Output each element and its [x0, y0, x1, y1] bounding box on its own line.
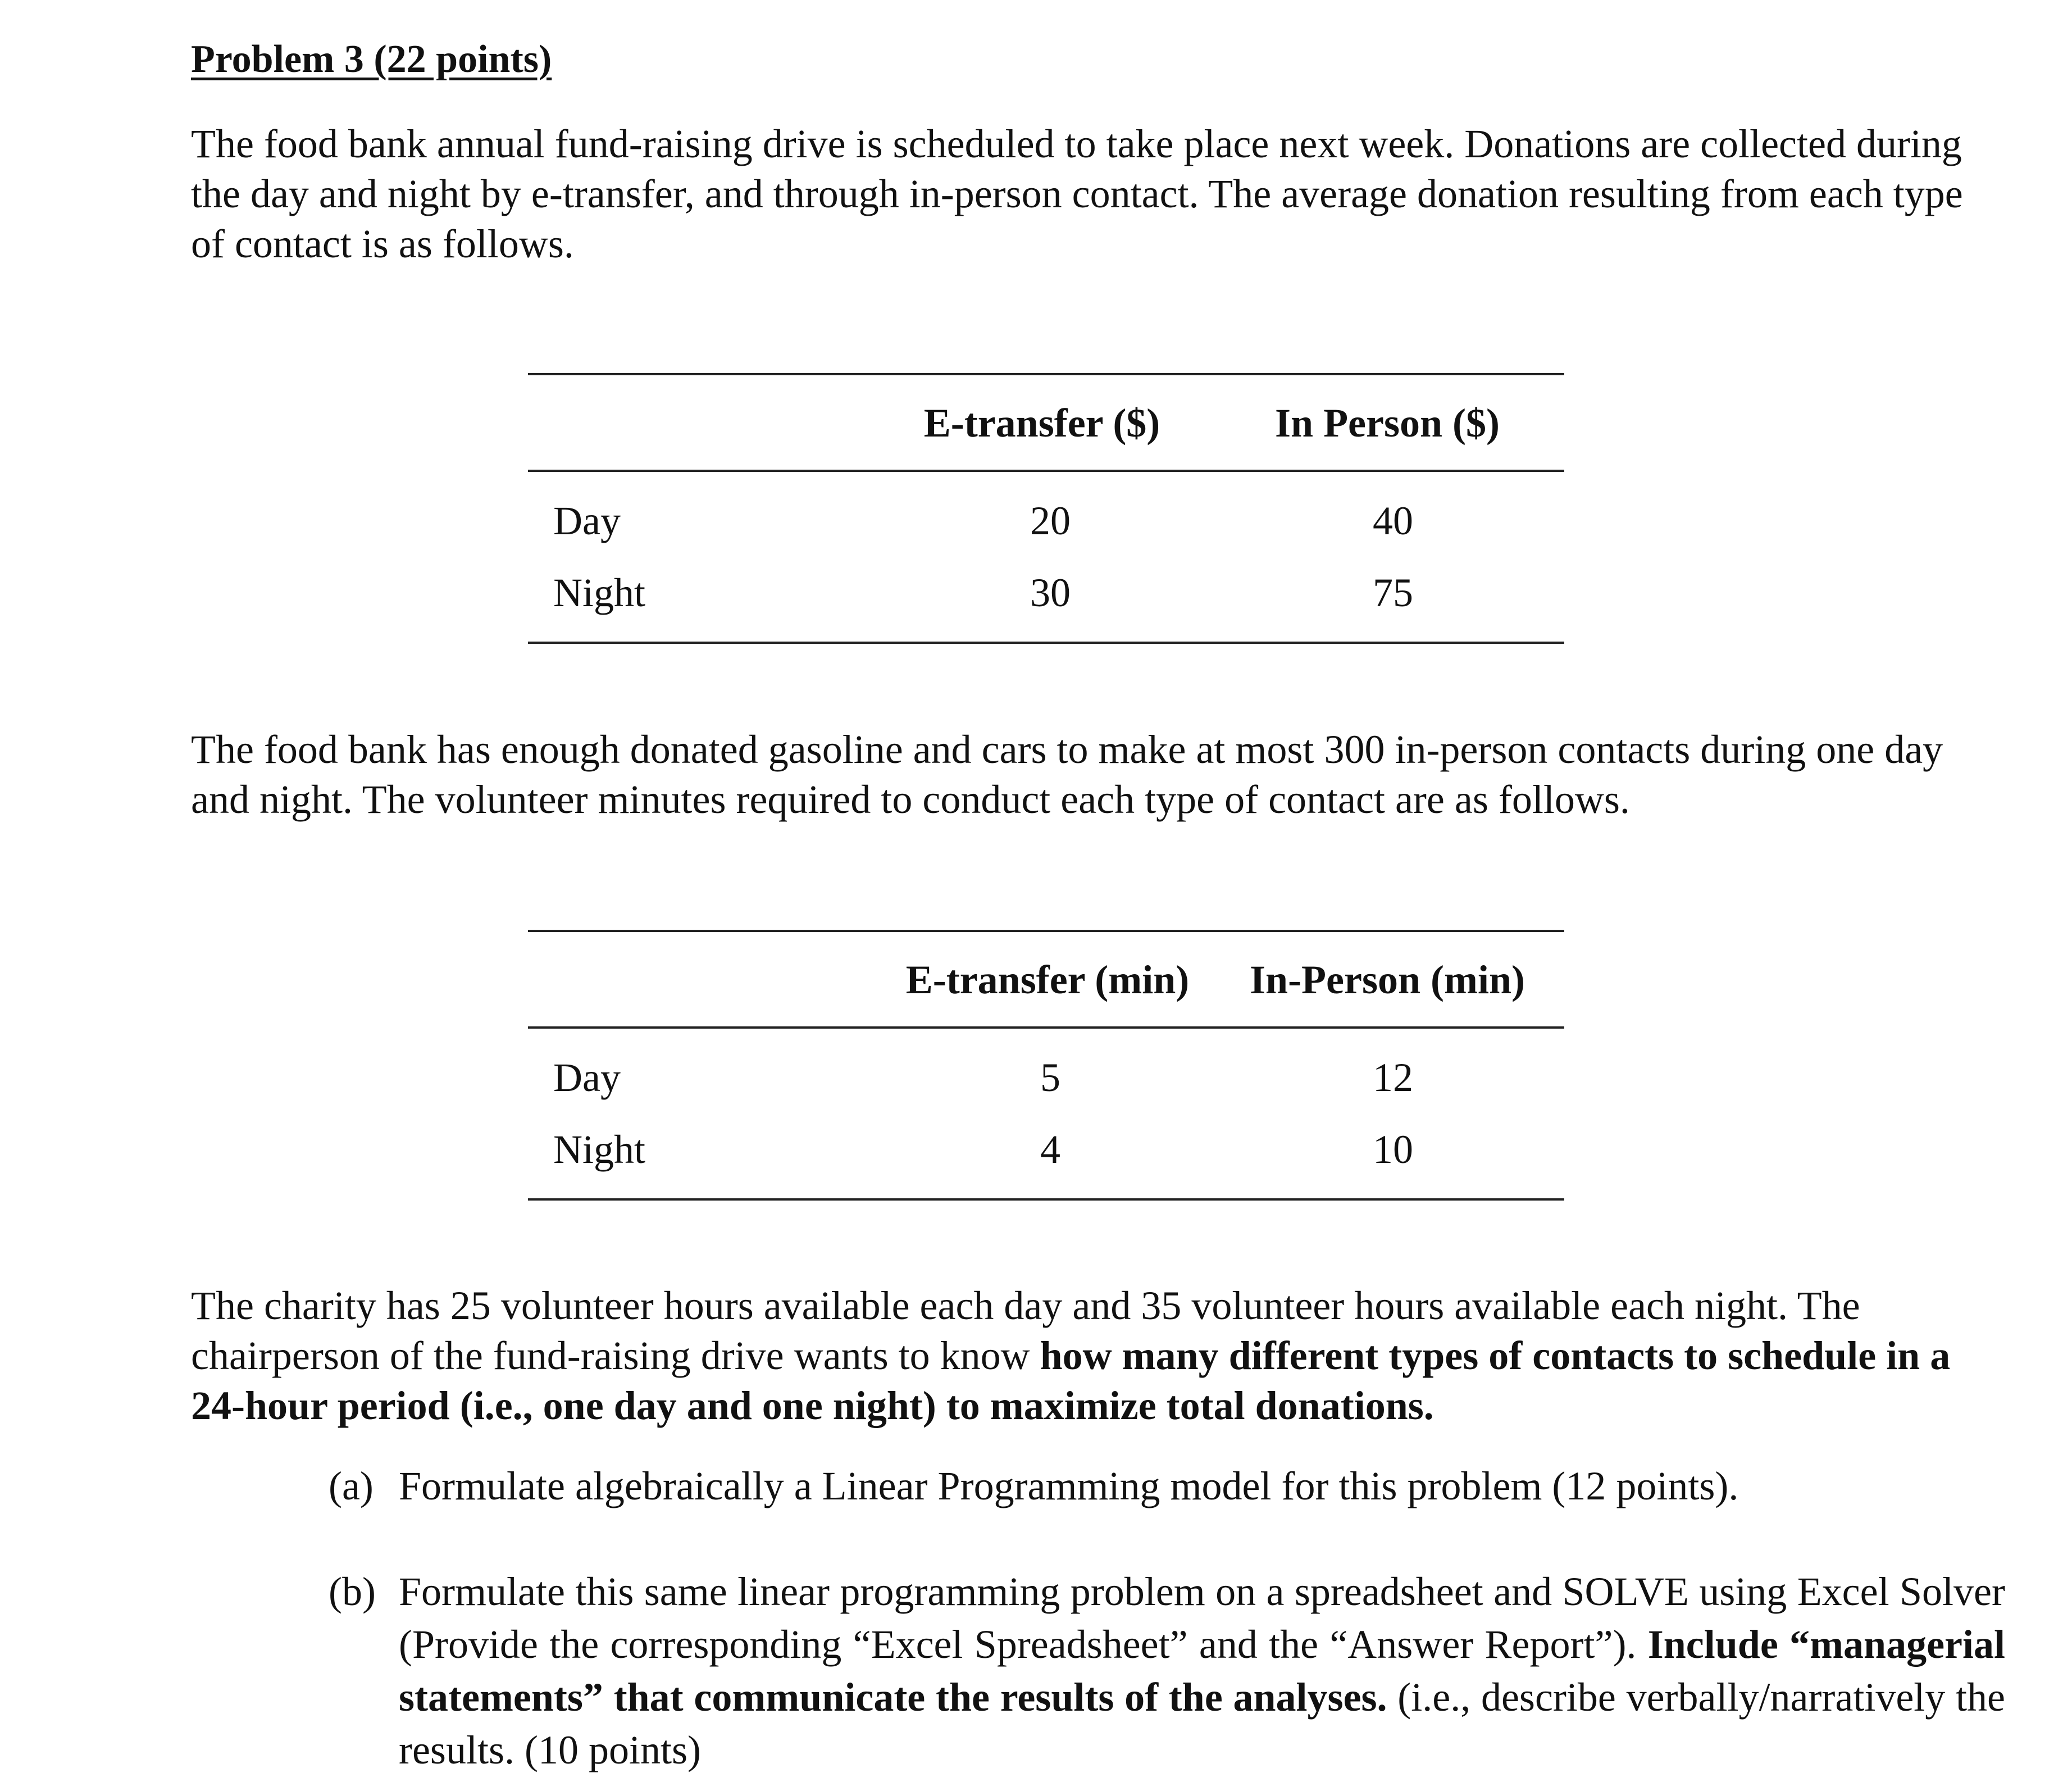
question-a-marker: (a): [329, 1463, 374, 1508]
cell-day-in-person: 40: [1373, 498, 1413, 543]
cell-night-in-person-min: 10: [1373, 1127, 1413, 1172]
question-b-plain-text-1: Formulate this same linear programming problem on a spreadsheet and SOLVE using Excel Solver (Provide the corresponding “Excel Spreadsheet” and the “Answer Report”).: [399, 1569, 2005, 1667]
table-top-rule: [528, 373, 1564, 375]
objective-paragraph: [191, 1281, 1977, 1431]
question-a-text: Formulate algebraically a Linear Programming model for this problem (12 points).: [399, 1463, 1739, 1508]
cell-day-in-person-min: 12: [1373, 1055, 1413, 1100]
question-b-bold-text: Include “managerial statements” that communicate the results of the analyses.: [399, 1622, 2005, 1720]
question-b-text: [399, 1565, 2005, 1776]
column-header-in-person-min: In-Person (min): [1250, 957, 1525, 1002]
row-label-night: Night: [553, 570, 646, 615]
objective-plain-text: The charity has 25 volunteer hours available each day and 35 volunteer hours available each night. The chairperson of the fund-raising drive wants to know: [191, 1283, 1860, 1378]
table-bottom-rule: [528, 1198, 1564, 1201]
table-header-rule: [528, 1026, 1564, 1029]
intro-paragraph: The food bank annual fund-raising drive is scheduled to take place next week. Donations are collected during the day and night by e-transfer, and through in-person contact. The average donation resulting from each type of contact is as follows.: [191, 121, 1963, 266]
minutes-table: [528, 930, 1564, 1201]
row-label-day: Day: [553, 1055, 621, 1100]
cell-night-in-person: 75: [1373, 570, 1413, 615]
column-header-etransfer-min: E-transfer (min): [905, 957, 1190, 1002]
row-label-night: Night: [553, 1127, 646, 1172]
cell-day-etransfer: 20: [1030, 498, 1071, 543]
column-header-in-person: In Person ($): [1275, 401, 1500, 446]
question-a: [329, 1460, 2005, 1512]
problem-title: Problem 3 (22 points): [191, 38, 552, 81]
donation-table: [528, 373, 1564, 644]
question-b-marker: (b): [329, 1569, 376, 1614]
question-b: [329, 1565, 2005, 1776]
cell-night-etransfer-min: 4: [1040, 1127, 1060, 1172]
resources-paragraph: The food bank has enough donated gasoline and cars to make at most 300 in-person contacts during one day and night. The volunteer minutes required to conduct each type of contact are as follows.: [191, 727, 1943, 822]
objective-bold-text: how many different types of contacts to schedule in a 24-hour period (i.e., one day and one night) to maximize total donations.: [191, 1333, 1951, 1428]
question-b-plain-text-2: (i.e., describe verbally/narratively the results. (10 points): [399, 1675, 2005, 1772]
row-label-day: Day: [553, 498, 621, 543]
column-header-etransfer: E-transfer ($): [923, 401, 1160, 446]
table-bottom-rule: [528, 642, 1564, 644]
table-header-rule: [528, 470, 1564, 472]
cell-night-etransfer: 30: [1030, 570, 1071, 615]
cell-day-etransfer-min: 5: [1040, 1055, 1060, 1100]
table-top-rule: [528, 930, 1564, 932]
